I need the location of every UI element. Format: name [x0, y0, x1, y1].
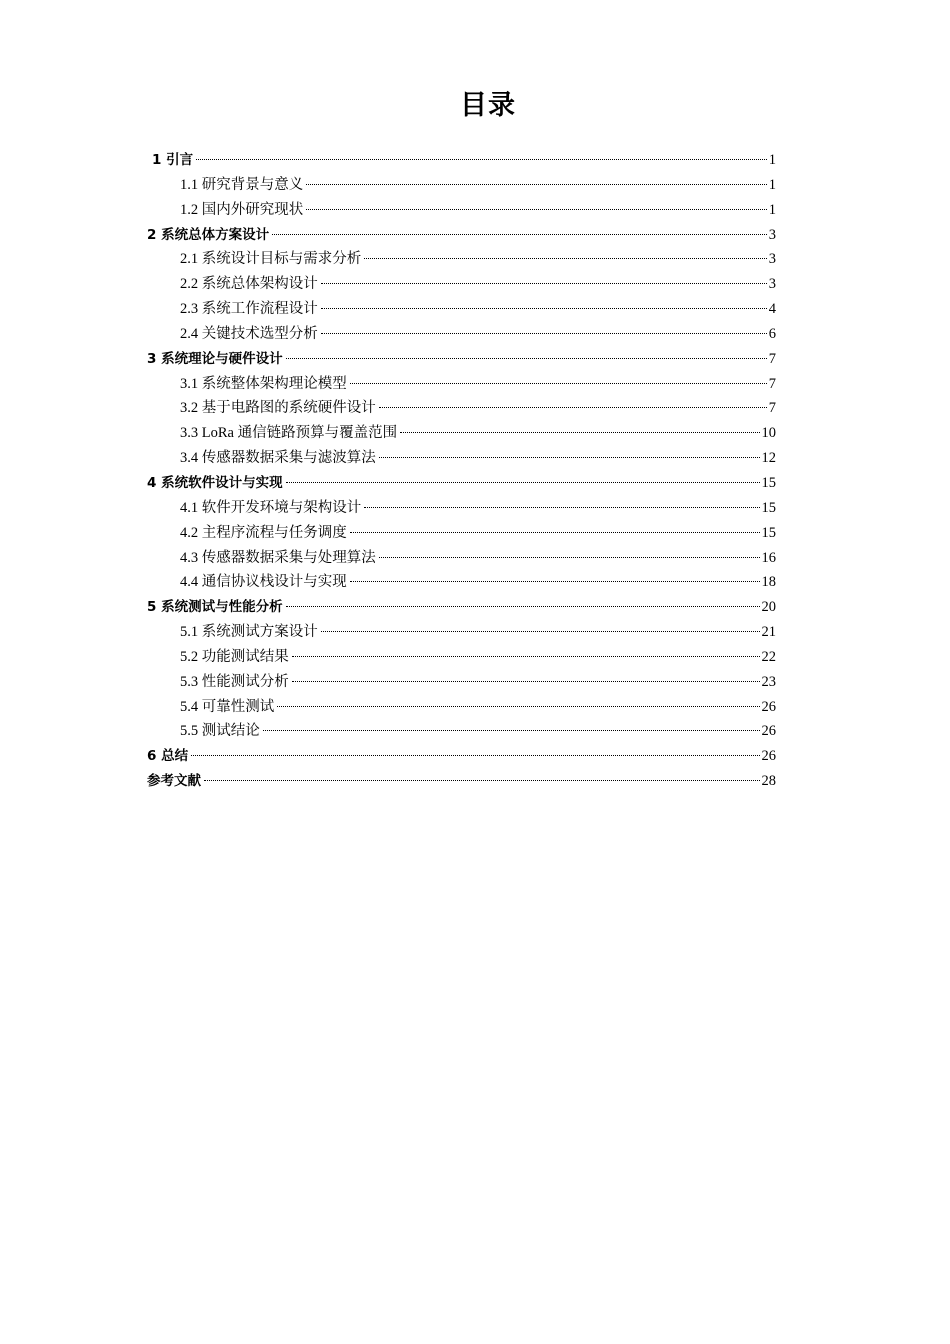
- toc-entry[interactable]: [147, 695, 776, 720]
- toc-entry[interactable]: [147, 198, 776, 223]
- dot-leader: [191, 754, 759, 756]
- toc-entry-label: 3.1 系统整体架构理论模型: [180, 375, 347, 392]
- toc-entry-page-number: 26: [761, 748, 776, 765]
- dot-leader: [364, 506, 759, 508]
- toc-entry-label: 4.2 主程序流程与任务调度: [180, 524, 347, 541]
- toc-entry-page-number: 21: [761, 624, 776, 641]
- table-of-contents: [147, 148, 776, 794]
- toc-entry[interactable]: [147, 322, 776, 347]
- toc-entry-page-number: 22: [761, 648, 776, 665]
- toc-entry-label: 5.2 功能测试结果: [180, 648, 289, 665]
- toc-entry-page-number: 26: [761, 723, 776, 740]
- toc-entry-page-number: 28: [761, 773, 776, 790]
- dot-leader: [272, 233, 767, 235]
- toc-entry-label: 4.1 软件开发环境与架构设计: [180, 499, 362, 516]
- dot-leader: [196, 158, 767, 160]
- toc-entry-label: 2.1 系统设计目标与需求分析: [180, 251, 362, 268]
- toc-entry[interactable]: [147, 396, 776, 421]
- toc-entry-page-number: 7: [768, 350, 776, 367]
- toc-entry-page-number: 1: [768, 201, 776, 218]
- toc-entry-page-number: 15: [761, 474, 776, 491]
- toc-entry-page-number: 26: [761, 698, 776, 715]
- toc-entry[interactable]: [147, 347, 776, 372]
- toc-entry-label: 4.3 传感器数据采集与处理算法: [180, 549, 376, 566]
- dot-leader: [286, 605, 760, 607]
- toc-entry-page-number: 1: [768, 176, 776, 193]
- toc-entry-page-number: 3: [768, 226, 776, 243]
- toc-entry-label: 1.1 研究背景与意义: [180, 176, 304, 193]
- dot-leader: [277, 705, 759, 707]
- toc-entry-page-number: 23: [761, 673, 776, 690]
- dot-leader: [263, 729, 760, 731]
- dot-leader: [204, 779, 760, 781]
- dot-leader: [379, 406, 767, 408]
- toc-entry[interactable]: [147, 769, 776, 794]
- toc-entry[interactable]: [147, 446, 776, 471]
- dot-leader: [286, 357, 767, 359]
- toc-entry[interactable]: [147, 744, 776, 769]
- dot-leader: [321, 332, 767, 334]
- toc-entry-label: 2 系统总体方案设计: [147, 226, 270, 243]
- toc-entry[interactable]: [147, 173, 776, 198]
- dot-leader: [400, 431, 759, 433]
- toc-entry[interactable]: [147, 670, 776, 695]
- toc-entry[interactable]: [147, 421, 776, 446]
- toc-entry-label: 5.3 性能测试分析: [180, 673, 289, 690]
- dot-leader: [306, 208, 767, 210]
- toc-entry-label: 5.1 系统测试方案设计: [180, 624, 318, 641]
- toc-entry-page-number: 1: [768, 152, 776, 168]
- toc-entry[interactable]: [147, 247, 776, 272]
- toc-entry[interactable]: [147, 595, 776, 620]
- toc-entry[interactable]: [147, 645, 776, 670]
- dot-leader: [350, 382, 767, 384]
- toc-entry-page-number: 18: [761, 574, 776, 591]
- toc-entry[interactable]: [147, 719, 776, 744]
- toc-entry-label: 3.2 基于电路图的系统硬件设计: [180, 400, 376, 417]
- toc-entry[interactable]: [147, 570, 776, 595]
- toc-entry-page-number: 3: [768, 251, 776, 268]
- toc-entry-label: 3 系统理论与硬件设计: [147, 350, 283, 367]
- dot-leader: [321, 282, 767, 284]
- dot-leader: [379, 556, 760, 558]
- dot-leader: [321, 630, 760, 632]
- dot-leader: [286, 481, 760, 483]
- toc-entry[interactable]: [147, 546, 776, 571]
- toc-entry-page-number: 7: [768, 400, 776, 417]
- toc-entry-label: 3.3 LoRa 通信链路预算与覆盖范围: [180, 425, 398, 442]
- toc-entry[interactable]: [147, 471, 776, 496]
- toc-entry-label: 3.4 传感器数据采集与滤波算法: [180, 450, 376, 467]
- toc-entry-page-number: 3: [768, 276, 776, 293]
- toc-entry-page-number: 7: [768, 375, 776, 392]
- toc-entry-label: 1 引言: [152, 152, 194, 168]
- toc-entry-label: 5 系统测试与性能分析: [147, 599, 283, 616]
- dot-leader: [379, 456, 760, 458]
- toc-entry[interactable]: [147, 620, 776, 645]
- toc-entry[interactable]: [147, 496, 776, 521]
- toc-entry[interactable]: [147, 223, 776, 248]
- toc-entry[interactable]: [147, 521, 776, 546]
- dot-leader: [292, 655, 760, 657]
- toc-entry[interactable]: [147, 297, 776, 322]
- toc-entry-page-number: 10: [761, 425, 776, 442]
- toc-entry[interactable]: [147, 272, 776, 297]
- dot-leader: [321, 307, 767, 309]
- toc-entry-label: 4.4 通信协议栈设计与实现: [180, 574, 347, 591]
- toc-entry[interactable]: [147, 372, 776, 397]
- toc-entry-label: 2.3 系统工作流程设计: [180, 301, 318, 318]
- dot-leader: [350, 580, 760, 582]
- toc-entry-label: 2.4 关键技术选型分析: [180, 325, 318, 342]
- dot-leader: [364, 257, 767, 259]
- toc-entry-page-number: 20: [761, 599, 776, 616]
- dot-leader: [306, 183, 767, 185]
- toc-entry-label: 4 系统软件设计与实现: [147, 474, 283, 491]
- toc-entry-page-number: 6: [768, 325, 776, 342]
- toc-entry-label: 5.5 测试结论: [180, 723, 260, 740]
- toc-entry-page-number: 12: [761, 450, 776, 467]
- toc-entry-label: 5.4 可靠性测试: [180, 698, 275, 715]
- toc-entry-label: 参考文献: [147, 773, 201, 790]
- toc-entry-page-number: 4: [768, 301, 776, 318]
- dot-leader: [350, 531, 760, 533]
- toc-entry-page-number: 16: [761, 549, 776, 566]
- toc-entry-label: 6 总结: [147, 748, 189, 765]
- toc-entry-label: 1.2 国内外研究现状: [180, 201, 304, 218]
- toc-entry-page-number: 15: [761, 524, 776, 541]
- toc-entry-page-number: 15: [761, 499, 776, 516]
- toc-entry-label: 2.2 系统总体架构设计: [180, 276, 318, 293]
- page-title: 目录: [460, 90, 516, 121]
- dot-leader: [292, 680, 760, 682]
- toc-entry[interactable]: [147, 148, 776, 173]
